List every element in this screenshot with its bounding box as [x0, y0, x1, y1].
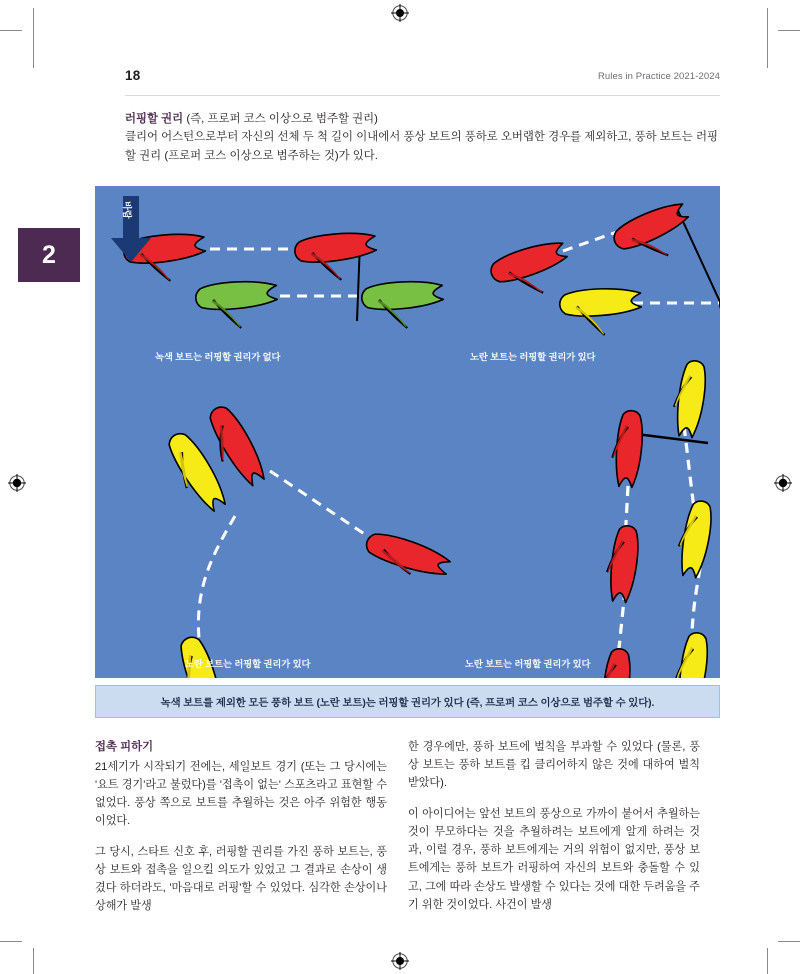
boat-red: [596, 647, 633, 678]
summary-callout: [95, 685, 720, 718]
boat-red: [604, 524, 641, 603]
boat-yellow: [674, 499, 715, 579]
body-column-left: [95, 738, 387, 915]
crop-mark-top-right: [767, 8, 768, 68]
paragraph: 21세기가 시작되기 전에는, 세일보트 경기 (또는 그 당시에는 '요트 경기'라고 불렀다)를 '접촉이 없는' 스포츠라고 표현할 수 없었다. 풍상 쪽으로 보트를 추월하는 것은 아주 위험한 행동이었다.: [95, 760, 387, 827]
page-header: [125, 68, 720, 98]
intro-lead: 러핑할 권리: [125, 113, 184, 125]
track-line: [198, 516, 235, 638]
track-line: [270, 471, 375, 541]
intro-text: [125, 110, 720, 165]
boat-red: [362, 529, 453, 585]
boat-yellow: [670, 359, 709, 439]
boat-green: [361, 279, 445, 331]
paragraph: 그 당시, 스타트 신호 후, 러핑할 권리를 가진 풍하 보트는, 풍상 보트와 접촉을 일으킬 의도가 있었고 그 결과로 손상이 생겼다 하더라도, '마음대로 러핑'할 수 있었다. 심각한 손상이나 상해가 발생: [95, 845, 387, 913]
page-number: 18: [125, 68, 141, 83]
boat-red: [610, 409, 645, 488]
body-column-right: [408, 738, 700, 914]
summary-callout-text: 녹색 보트를 제외한 모든 풍하 보트 (노란 보트)는 러핑할 권리가 있다 (즉, 프로퍼 코스 이상으로 범주할 수 있다).: [160, 698, 655, 709]
caption-panel-top-left: 녹색 보트는 러핑할 권리가 없다: [155, 352, 281, 362]
paragraph: 한 경우에만, 풍하 보트에 벌칙을 부과할 수 있었다 (물론, 풍상 보트는 풍하 보트를 킵 클리어하지 않은 것에 대하여 벌칙받았다).: [408, 741, 700, 790]
subheading-avoid-contact: 접촉 피하기: [95, 741, 154, 753]
crop-tick-left-bottom: [0, 941, 22, 942]
registration-mark-bottom: [391, 952, 409, 970]
crop-tick-right-top: [778, 30, 800, 31]
registration-mark-top: [391, 4, 409, 22]
running-head: Rules in Practice 2021-2024: [597, 71, 720, 82]
boat-yellow: [719, 287, 720, 337]
intro-body: 클리어 어스턴으로부터 자신의 선체 두 척 길이 이내에서 풍상 보트의 풍하로 오버랩한 경우를 제외하고, 풍하 보트는 러핑할 권리 (프로퍼 코스 이상으로 범주하는 것)가 있다.: [125, 131, 718, 162]
boat-yellow: [672, 631, 711, 678]
wind-label: 바람: [122, 201, 133, 219]
caption-panel-bottom-right: 노란 보트는 러핑할 권리가 있다: [465, 659, 591, 669]
registration-mark-right: [774, 474, 792, 492]
boat-yellow: [559, 287, 643, 337]
boat-red: [293, 230, 379, 285]
registration-mark-left: [8, 474, 26, 492]
boat-green: [195, 279, 279, 331]
crop-mark-bottom-right: [767, 948, 768, 974]
caption-panel-top-right: 노란 보트는 러핑할 권리가 있다: [470, 352, 596, 362]
boat-red: [610, 198, 700, 273]
rules-diagram: [95, 186, 720, 678]
crop-mark-bottom-left: [33, 948, 34, 974]
header-rule: [125, 95, 720, 96]
boat-red: [487, 237, 575, 306]
crop-mark-top-left: [33, 8, 34, 68]
chapter-tab: [18, 228, 80, 282]
intro-lead-rest: (즉, 프로퍼 코스 이상으로 범주할 권리): [183, 113, 378, 125]
crop-tick-left-top: [0, 30, 22, 31]
crop-tick-right-bottom: [778, 941, 800, 942]
caption-panel-bottom-left: 노란 보트는 러핑할 권리가 있다: [185, 659, 311, 669]
paragraph: 이 아이디어는 앞선 보트의 풍상으로 가까이 붙어서 추월하는 것이 무모하다는 것을 추월하려는 보트에게 알게 하려는 것과, 이럴 경우, 풍하 보트에게는 거의 위험이 없지만, 풍상 보트에게는 풍하 보트가 러핑하여 자신의 보트와 충돌할 수 있고, 그에 따라 손상도 발생할 수 있다는 것에 대한 두려움을 주기 위한 것이었다. 사건이 발생: [408, 808, 700, 911]
chapter-number: 2: [42, 240, 56, 269]
diagram-artwork: [95, 186, 720, 678]
